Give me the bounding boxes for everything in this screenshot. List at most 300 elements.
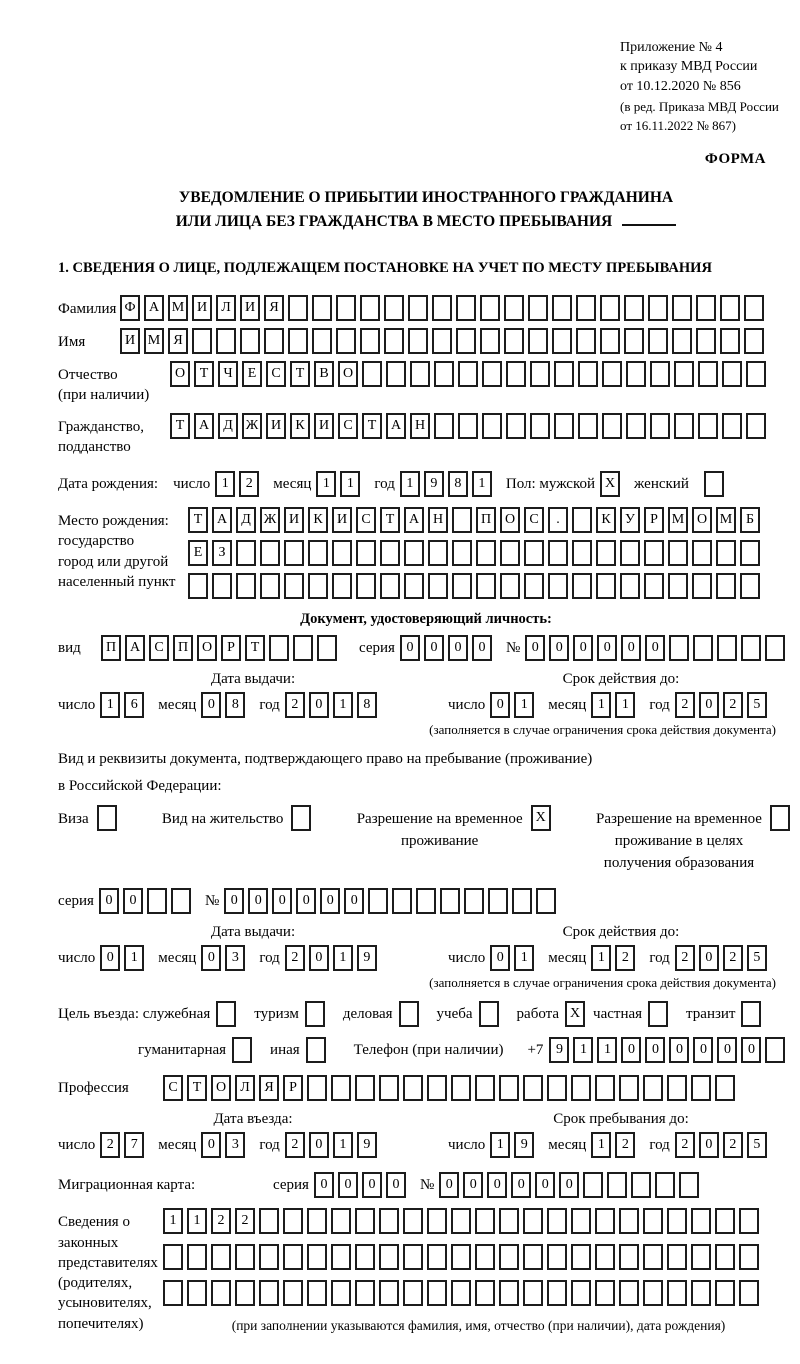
doc-issue-line: [58, 692, 448, 718]
char-box: [452, 573, 472, 599]
char-box: Я: [168, 328, 188, 354]
char-box: 0: [645, 1037, 665, 1063]
purpose-work-label: работа: [516, 1005, 560, 1022]
char-box: 9: [424, 471, 444, 497]
char-box: И: [120, 328, 140, 354]
identity-doc-row: [58, 635, 794, 661]
char-box: [674, 413, 694, 439]
char-box: [432, 328, 452, 354]
char-box: [312, 295, 332, 321]
residence-doc-line2: в Российской Федерации:: [58, 777, 222, 794]
migration-card-label: Миграционная карта:: [58, 1176, 196, 1193]
char-box: 1: [591, 692, 611, 718]
char-box: [571, 1075, 591, 1101]
char-box: [739, 1280, 759, 1306]
char-box: [583, 1172, 603, 1198]
char-box: П: [476, 507, 496, 533]
char-box: [404, 540, 424, 566]
char-box: 5: [747, 945, 767, 971]
char-box: 0: [717, 1037, 737, 1063]
char-box: [619, 1075, 639, 1101]
char-box: [384, 328, 404, 354]
surname-boxes: [120, 295, 768, 321]
char-box: [451, 1075, 471, 1101]
char-box: [620, 540, 640, 566]
day-label: число: [58, 1136, 96, 1153]
char-box: 0: [699, 1132, 719, 1158]
char-box: 1: [573, 1037, 593, 1063]
char-box: [620, 573, 640, 599]
char-box: [355, 1208, 375, 1234]
char-box: 0: [448, 635, 468, 661]
entry-stay-dates: [58, 1111, 794, 1158]
char-box: [379, 1075, 399, 1101]
char-box: М: [144, 328, 164, 354]
char-box: Т: [188, 507, 208, 533]
char-box: [240, 328, 260, 354]
char-box: 9: [514, 1132, 534, 1158]
entry-year-boxes: [285, 1132, 381, 1158]
char-box: [380, 573, 400, 599]
char-box: 0: [487, 1172, 507, 1198]
char-box: 3: [225, 945, 245, 971]
char-box: [720, 328, 740, 354]
purpose-study-box: [479, 1001, 503, 1027]
given-name-boxes: [120, 328, 768, 354]
char-box: [504, 295, 524, 321]
entry-date-heading: Дата въезда:: [213, 1111, 293, 1128]
char-box: [506, 413, 526, 439]
char-box: М: [716, 507, 736, 533]
citizenship-row: [58, 413, 794, 458]
char-box: [464, 888, 484, 914]
migration-series-boxes: [314, 1172, 410, 1198]
char-box: [283, 1208, 303, 1234]
doc-issue-day-boxes: [100, 692, 148, 718]
char-box: 0: [693, 1037, 713, 1063]
permit-number-boxes: [224, 888, 560, 914]
char-box: [595, 1208, 615, 1234]
entry-month-boxes: [201, 1132, 249, 1158]
birthplace-label-line2: государство: [58, 533, 135, 550]
temp-residence-label-line1: Разрешение на временное: [356, 811, 523, 828]
char-box: [368, 888, 388, 914]
profession-row: [58, 1075, 794, 1101]
char-box: О: [692, 507, 712, 533]
char-box: [626, 361, 646, 387]
char-box: В: [314, 361, 334, 387]
char-box: 2: [285, 945, 305, 971]
phone-boxes: [549, 1037, 789, 1063]
char-box: [722, 361, 742, 387]
char-box: [434, 413, 454, 439]
purpose-tourism-label: туризм: [254, 1005, 299, 1022]
char-box: [523, 1075, 543, 1101]
purpose-study-label: учеба: [436, 1005, 473, 1022]
month-label: месяц: [548, 1136, 587, 1153]
char-box: [479, 1001, 499, 1027]
char-box: К: [290, 413, 310, 439]
char-box: [480, 295, 500, 321]
form-title-line1: УВЕДОМЛЕНИЕ О ПРИБЫТИИ ИНОСТРАННОГО ГРАЖДАНИНА: [178, 189, 674, 207]
stay-until-heading: Срок пребывания до:: [553, 1111, 689, 1128]
permit-valid-month-boxes: [591, 945, 639, 971]
doc-valid-col: [448, 671, 794, 718]
char-box: [595, 1075, 615, 1101]
char-box: [739, 1244, 759, 1270]
char-box: [428, 540, 448, 566]
char-box: [572, 507, 592, 533]
char-box: 1: [514, 945, 534, 971]
char-box: [499, 1208, 519, 1234]
char-box: [528, 295, 548, 321]
permit-issue-month-boxes: [201, 945, 249, 971]
section1-heading: 1. СВЕДЕНИЯ О ЛИЦЕ, ПОДЛЕЖАЩЕМ ПОСТАНОВКЕ НА УЧЕТ ПО МЕСТУ ПРЕБЫВАНИЯ: [58, 260, 712, 277]
char-box: [307, 1244, 327, 1270]
char-box: [691, 1280, 711, 1306]
char-box: 1: [333, 1132, 353, 1158]
char-box: [716, 573, 736, 599]
month-label: месяц: [548, 949, 587, 966]
birthplace-boxes-row1: [188, 507, 764, 533]
purpose-row: [58, 1001, 794, 1027]
char-box: [476, 573, 496, 599]
char-box: 1: [591, 1132, 611, 1158]
char-box: 0: [511, 1172, 531, 1198]
char-box: 0: [344, 888, 364, 914]
char-box: 0: [201, 1132, 221, 1158]
char-box: [607, 1172, 627, 1198]
char-box: [524, 573, 544, 599]
guardians-boxes-stack: [163, 1208, 794, 1306]
char-box: [307, 1280, 327, 1306]
issue-date-heading: Дата выдачи:: [210, 924, 296, 941]
char-box: 0: [320, 888, 340, 914]
char-box: [523, 1244, 543, 1270]
char-box: [440, 888, 460, 914]
char-box: А: [386, 413, 406, 439]
char-box: [619, 1280, 639, 1306]
char-box: 2: [285, 1132, 305, 1158]
char-box: [650, 413, 670, 439]
char-box: О: [197, 635, 217, 661]
profession-boxes: [163, 1075, 739, 1101]
title-blank-underline: [622, 224, 676, 226]
char-box: А: [194, 413, 214, 439]
purpose-business-label: деловая: [342, 1005, 393, 1022]
identity-doc-heading: Документ, удостоверяющий личность:: [300, 611, 552, 628]
char-box: [476, 540, 496, 566]
month-label: месяц: [158, 1136, 197, 1153]
char-box: [293, 635, 313, 661]
char-box: Е: [188, 540, 208, 566]
char-box: 9: [357, 945, 377, 971]
issue-date-heading: Дата выдачи:: [210, 671, 296, 688]
char-box: 1: [333, 945, 353, 971]
year-label: год: [259, 1136, 280, 1153]
doc-issue-col: [58, 671, 448, 718]
char-box: [716, 540, 736, 566]
residence-permit-option: [162, 805, 315, 831]
patronymic-label-line1: Отчество: [58, 367, 118, 384]
char-box: 0: [362, 1172, 382, 1198]
char-box: [211, 1244, 231, 1270]
char-box: [362, 361, 382, 387]
char-box: 1: [333, 692, 353, 718]
birth-date-row: [58, 471, 794, 497]
patronymic-boxes: [170, 361, 770, 387]
citizenship-label: [58, 413, 170, 458]
temp-residence-edu-label: [596, 805, 762, 874]
citizenship-boxes: [170, 413, 770, 439]
year-label: год: [374, 475, 395, 492]
char-box: [163, 1244, 183, 1270]
annex-edit-line: от 16.11.2022 № 867): [620, 118, 737, 134]
month-label: месяц: [273, 475, 312, 492]
char-box: [355, 1244, 375, 1270]
char-box: [403, 1208, 423, 1234]
guardians-label-line6: попечителях): [58, 1315, 144, 1332]
char-box: [643, 1208, 663, 1234]
char-box: X: [531, 805, 551, 831]
char-box: Я: [259, 1075, 279, 1101]
char-box: [744, 328, 764, 354]
char-box: О: [170, 361, 190, 387]
stay-year-boxes: [675, 1132, 771, 1158]
char-box: 2: [723, 692, 743, 718]
char-box: 0: [314, 1172, 334, 1198]
char-box: [475, 1075, 495, 1101]
birthplace-label: [58, 507, 188, 592]
char-box: [482, 361, 502, 387]
birthplace-boxes-row2: [188, 540, 764, 566]
char-box: [672, 295, 692, 321]
form-title: [58, 186, 794, 234]
char-box: [691, 1208, 711, 1234]
char-box: 0: [248, 888, 268, 914]
char-box: [499, 1075, 519, 1101]
char-box: И: [266, 413, 286, 439]
char-box: [691, 1075, 711, 1101]
char-box: 2: [285, 692, 305, 718]
guardians-label-line2: законных: [58, 1234, 119, 1251]
char-box: [648, 328, 668, 354]
char-box: 0: [100, 945, 120, 971]
purpose-business-box: [399, 1001, 423, 1027]
residence-doc-options: [58, 805, 794, 874]
char-box: 2: [615, 1132, 635, 1158]
annex-edit-line: (в ред. Приказа МВД России: [620, 98, 779, 114]
char-box: [715, 1244, 735, 1270]
char-box: [692, 540, 712, 566]
char-box: [667, 1244, 687, 1270]
char-box: 7: [124, 1132, 144, 1158]
char-box: С: [266, 361, 286, 387]
char-box: 3: [225, 1132, 245, 1158]
year-label: год: [259, 696, 280, 713]
char-box: 0: [309, 692, 329, 718]
residence-permit-box: [291, 805, 315, 831]
profession-label: Профессия: [58, 1079, 129, 1096]
char-box: [232, 1037, 252, 1063]
char-box: 0: [296, 888, 316, 914]
permit-series-boxes: [99, 888, 195, 914]
char-box: К: [308, 507, 328, 533]
char-box: [571, 1244, 591, 1270]
annex-line: Приложение № 4: [620, 40, 723, 55]
purpose-work-box: [565, 1001, 589, 1027]
permit-valid-year-boxes: [675, 945, 771, 971]
char-box: С: [149, 635, 169, 661]
citizenship-label-line1: Гражданство,: [58, 418, 145, 435]
char-box: [691, 1244, 711, 1270]
char-box: [770, 805, 790, 831]
char-box: 0: [386, 1172, 406, 1198]
guardians-boxes-area: [163, 1208, 794, 1334]
char-box: [488, 888, 508, 914]
birth-year-boxes: [400, 471, 496, 497]
purpose-private-box: [648, 1001, 672, 1027]
visa-box: [97, 805, 121, 831]
char-box: [236, 573, 256, 599]
char-box: [336, 295, 356, 321]
char-box: [739, 1208, 759, 1234]
char-box: П: [101, 635, 121, 661]
year-label: год: [649, 1136, 670, 1153]
char-box: Н: [410, 413, 430, 439]
char-box: [403, 1280, 423, 1306]
char-box: 0: [645, 635, 665, 661]
char-box: 1: [187, 1208, 207, 1234]
char-box: [602, 413, 622, 439]
day-label: число: [58, 949, 96, 966]
char-box: 2: [723, 1132, 743, 1158]
char-box: [458, 413, 478, 439]
form-title-line2-text: ИЛИ ЛИЦА БЕЗ ГРАЖДАНСТВА В МЕСТО ПРЕБЫВАНИЯ: [175, 213, 613, 231]
char-box: И: [192, 295, 212, 321]
char-box: Ч: [218, 361, 238, 387]
purpose-tourism-box: [305, 1001, 329, 1027]
char-box: [399, 1001, 419, 1027]
char-box: [504, 328, 524, 354]
purpose-other-box: [306, 1037, 330, 1063]
char-box: [740, 573, 760, 599]
char-box: 2: [723, 945, 743, 971]
char-box: [482, 413, 502, 439]
char-box: [355, 1075, 375, 1101]
char-box: [235, 1280, 255, 1306]
char-box: [336, 328, 356, 354]
char-box: У: [620, 507, 640, 533]
char-box: [715, 1075, 735, 1101]
temp-residence-edu-option: [596, 805, 794, 874]
char-box: [216, 1001, 236, 1027]
char-box: [428, 573, 448, 599]
guardians-label-line4: (родителях,: [58, 1275, 133, 1292]
stay-day-boxes: [490, 1132, 538, 1158]
char-box: .: [548, 507, 568, 533]
char-box: Д: [236, 507, 256, 533]
char-box: [547, 1280, 567, 1306]
purpose-other-label: иная: [270, 1041, 300, 1058]
char-box: [379, 1244, 399, 1270]
guardians-label-line3: представителях: [58, 1254, 158, 1271]
temp-residence-label-line2: проживание: [401, 832, 479, 849]
residence-permit-label: Вид на жительство: [161, 811, 284, 828]
char-box: 0: [338, 1172, 358, 1198]
char-box: [404, 573, 424, 599]
char-box: [704, 471, 724, 497]
given-name-label: Имя: [58, 334, 86, 351]
char-box: [380, 540, 400, 566]
migration-card-row: [58, 1172, 794, 1198]
char-box: [548, 573, 568, 599]
char-box: 0: [549, 635, 569, 661]
char-box: [416, 888, 436, 914]
doc-issue-year-boxes: [285, 692, 381, 718]
char-box: [523, 1280, 543, 1306]
char-box: [595, 1244, 615, 1270]
char-box: 8: [357, 692, 377, 718]
char-box: [648, 295, 668, 321]
char-box: [600, 295, 620, 321]
valid-until-heading: Срок действия до:: [562, 671, 680, 688]
patronymic-label: [58, 361, 170, 406]
char-box: [356, 540, 376, 566]
char-box: О: [211, 1075, 231, 1101]
char-box: А: [212, 507, 232, 533]
char-box: [305, 1001, 325, 1027]
char-box: [741, 1001, 761, 1027]
char-box: 1: [316, 471, 336, 497]
char-box: [451, 1280, 471, 1306]
char-box: [434, 361, 454, 387]
char-box: [512, 888, 532, 914]
char-box: Я: [264, 295, 284, 321]
char-box: [259, 1244, 279, 1270]
char-box: [403, 1244, 423, 1270]
migration-number-boxes: [439, 1172, 703, 1198]
char-box: [331, 1208, 351, 1234]
sex-female-box: [704, 471, 728, 497]
char-box: [571, 1208, 591, 1234]
char-box: 9: [549, 1037, 569, 1063]
char-box: [356, 573, 376, 599]
char-box: 0: [597, 635, 617, 661]
annex-line: к приказу МВД России: [620, 59, 758, 75]
month-label: месяц: [548, 696, 587, 713]
day-label: число: [58, 696, 96, 713]
char-box: [602, 361, 622, 387]
form-title-line2: [58, 210, 794, 234]
char-box: 0: [201, 692, 221, 718]
char-box: [379, 1280, 399, 1306]
birthplace-row: [58, 507, 794, 599]
purpose-transit-box: [741, 1001, 765, 1027]
char-box: [427, 1280, 447, 1306]
char-box: [332, 573, 352, 599]
guardians-boxes-row2: [163, 1244, 794, 1270]
char-box: [554, 361, 574, 387]
char-box: 2: [675, 945, 695, 971]
char-box: [744, 295, 764, 321]
char-box: [259, 1208, 279, 1234]
char-box: Т: [245, 635, 265, 661]
char-box: 0: [621, 1037, 641, 1063]
stay-until-line: [448, 1132, 794, 1158]
char-box: 1: [597, 1037, 617, 1063]
stay-month-boxes: [591, 1132, 639, 1158]
